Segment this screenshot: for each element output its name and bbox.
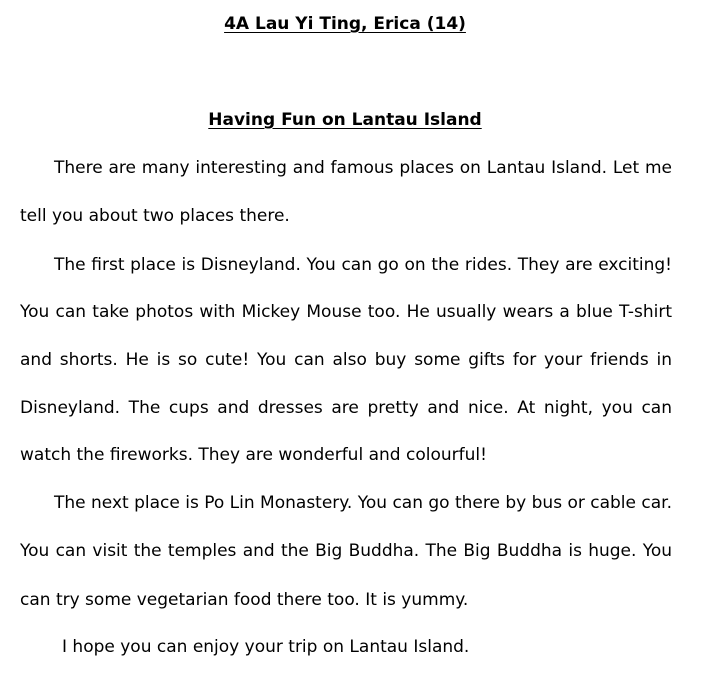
paragraph-2-line-4: Disneyland. The cups and dresses are pretty and nice. At night, you can [20,398,672,418]
paragraph-2-line-2: You can take photos with Mickey Mouse too. He usually wears a blue T-shirt [20,302,672,322]
paragraph-3-line-1: The next place is Po Lin Monastery. You can go there by bus or cable car. [54,493,672,513]
paragraph-3-line-2: You can visit the temples and the Big Buddha. The Big Buddha is huge. You [20,541,672,561]
paragraph-1-line-2: tell you about two places there. [20,206,290,226]
essay-title: Having Fun on Lantau Island [208,110,482,130]
paragraph-2-line-5: watch the fireworks. They are wonderful and colourful! [20,445,487,465]
paragraph-3-line-3: can try some vegetarian food there too. It is yummy. [20,590,469,610]
paragraph-4-line-1: I hope you can enjoy your trip on Lantau Island. [62,637,470,657]
paragraph-2-line-3: and shorts. He is so cute! You can also buy some gifts for your friends in [20,350,672,370]
author-heading: 4A Lau Yi Ting, Erica (14) [224,14,466,34]
paragraph-2-line-1: The first place is Disneyland. You can go on the rides. They are exciting! [54,255,672,275]
paragraph-1-line-1: There are many interesting and famous places on Lantau Island. Let me [54,158,672,178]
